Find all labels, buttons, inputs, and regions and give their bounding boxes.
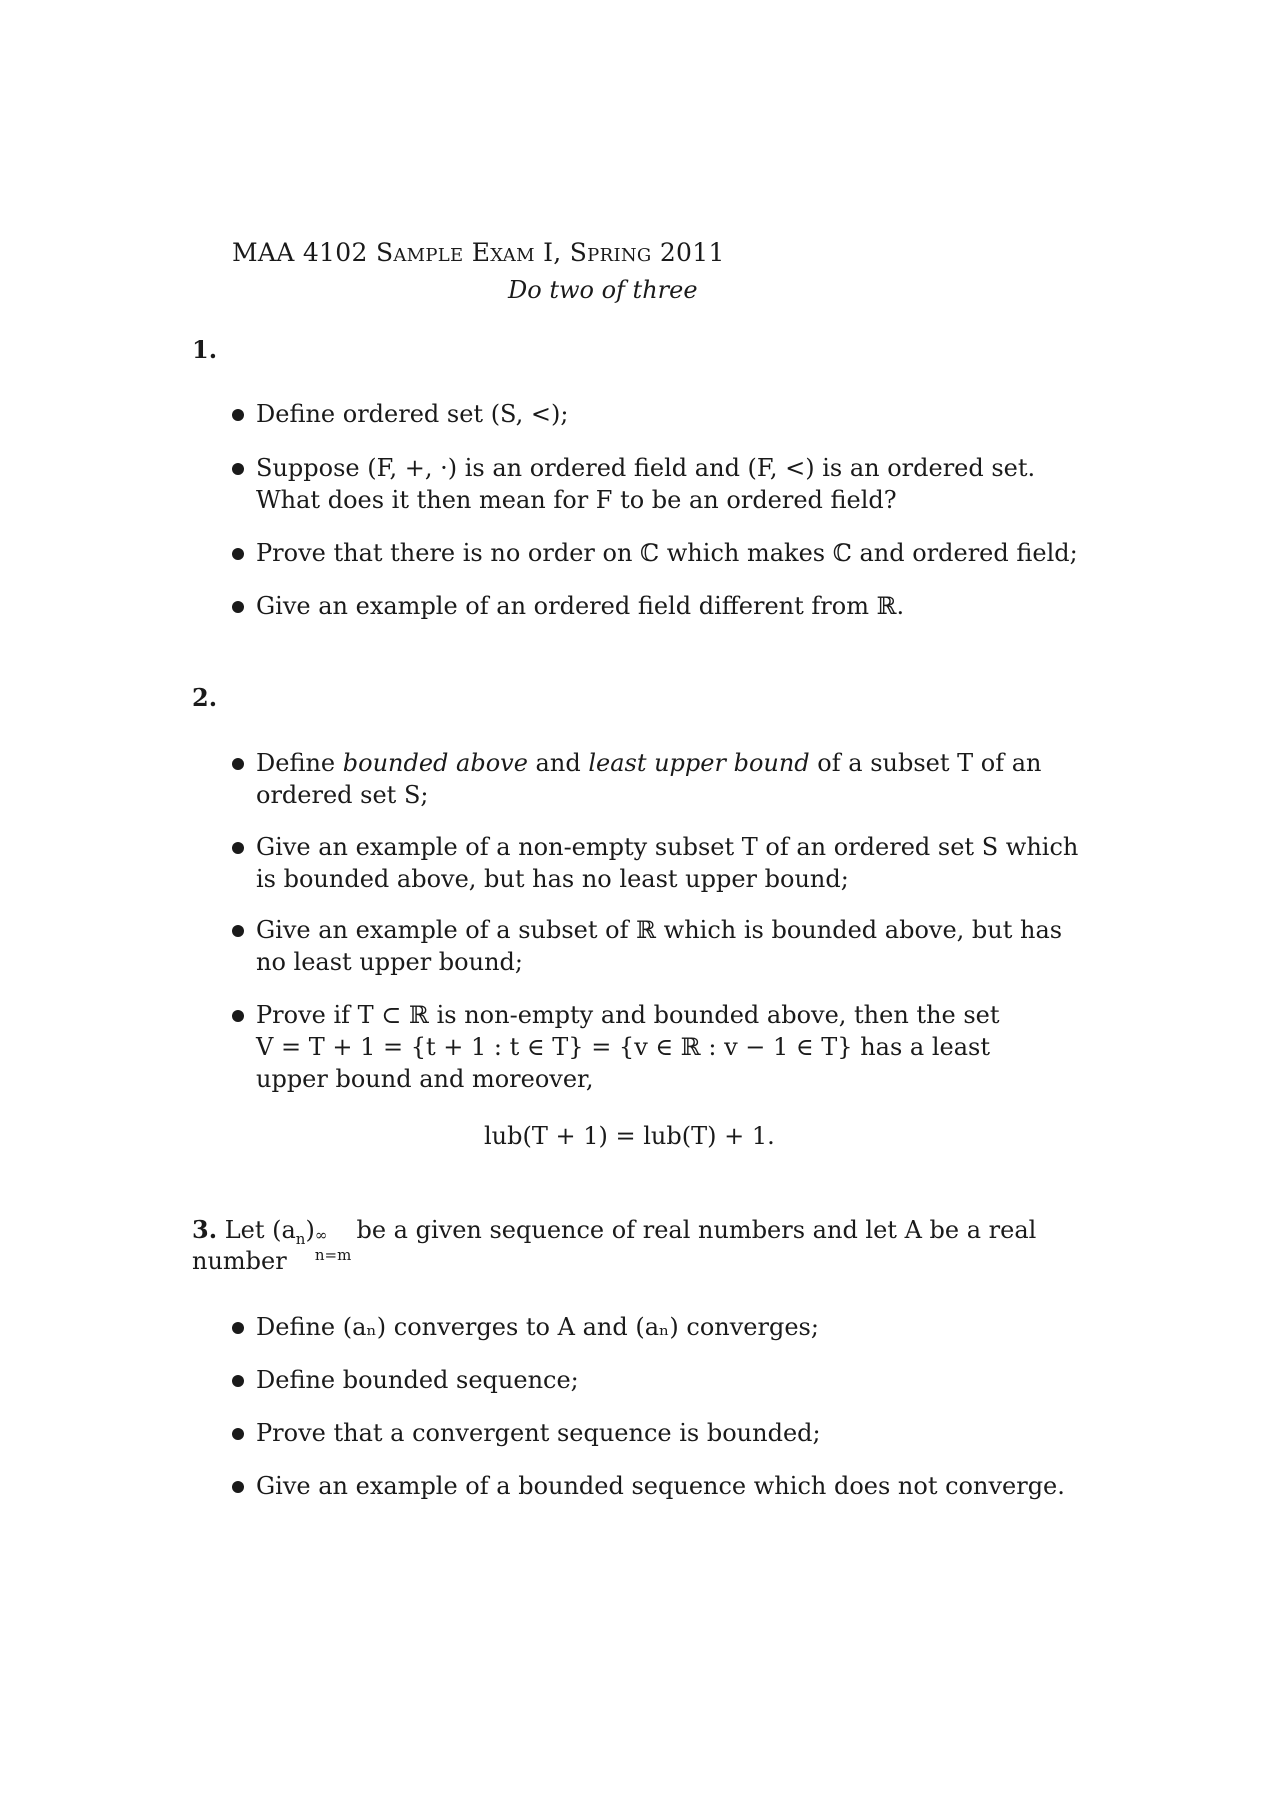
question-3-intro-line-2: number	[192, 1247, 287, 1275]
q2-bullet-4-line-1: Prove if T ⊂ ℝ is non-empty and bounded above, then the set	[256, 1001, 1000, 1029]
bullet-icon	[232, 409, 244, 421]
bullet-icon	[232, 601, 244, 613]
bullet-icon	[232, 925, 244, 937]
instruction: Do two of three	[508, 276, 698, 304]
bullet-icon	[232, 758, 244, 770]
question-1-number: 1.	[192, 335, 218, 364]
q1-bullet-1: Define ordered set (S, <);	[256, 400, 569, 428]
lub-equation: lub(T + 1) = lub(T) + 1.	[484, 1122, 775, 1150]
q2-bullet-4-line-3: upper bound and moreover,	[256, 1065, 594, 1093]
q1-bullet-3: Prove that there is no order on ℂ which makes ℂ and ordered field;	[256, 539, 1078, 567]
bullet-icon	[232, 1010, 244, 1022]
q3-bullet-3: Prove that a convergent sequence is bounded;	[256, 1419, 821, 1447]
bullet-icon	[232, 842, 244, 854]
q3-bullet-1: Define (aₙ) converges to A and (aₙ) converges;	[256, 1313, 819, 1341]
course-code: MAA 4102	[232, 238, 376, 267]
q3-bullet-2: Define bounded sequence;	[256, 1366, 579, 1394]
bullet-icon	[232, 1428, 244, 1440]
title-roman: I,	[543, 238, 562, 267]
q3-bullet-4: Give an example of a bounded sequence which does not converge.	[256, 1472, 1065, 1500]
title-sample: Sample	[375, 238, 464, 267]
title-exam: Exam	[471, 238, 535, 267]
q2-bullet-1-line-2: ordered set S;	[256, 781, 429, 809]
q2-bullet-1-line-1: Define bounded above and least upper bound of a subset T of an	[256, 749, 1042, 777]
question-3-intro-line-1: 3. Let $(a_n)$ ∞ n=m be a given sequence of real numbers and let A be a real	[192, 1215, 1037, 1264]
q2-bullet-3-line-2: no least upper bound;	[256, 948, 523, 976]
title-year: 2011	[659, 238, 725, 267]
q2-bullet-3-line-1: Give an example of a subset of ℝ which is bounded above, but has	[256, 916, 1063, 944]
q1-bullet-2-line-2: What does it then mean for F to be an ordered field?	[256, 486, 897, 514]
bullet-icon	[232, 1375, 244, 1387]
q2-bullet-2-line-2: is bounded above, but has no least upper bound;	[256, 865, 849, 893]
exam-title	[232, 238, 725, 267]
q2-bullet-4-line-2: V = T + 1 = {t + 1 : t ∈ T} = {v ∈ ℝ : v − 1 ∈ T} has a least	[256, 1033, 990, 1061]
title-spring: Spring	[569, 238, 652, 267]
q1-bullet-4: Give an example of an ordered field different from ℝ.	[256, 592, 905, 620]
question-2-number: 2.	[192, 683, 218, 712]
bullet-icon	[232, 1481, 244, 1493]
q2-bullet-2-line-1: Give an example of a non-empty subset T of an ordered set S which	[256, 833, 1079, 861]
bullet-icon	[232, 1322, 244, 1334]
bullet-icon	[232, 463, 244, 475]
bullet-icon	[232, 548, 244, 560]
q1-bullet-2-line-1: Suppose (F, +, ·) is an ordered field and (F, <) is an ordered set.	[256, 454, 1036, 482]
question-3-number: 3.	[192, 1215, 218, 1244]
